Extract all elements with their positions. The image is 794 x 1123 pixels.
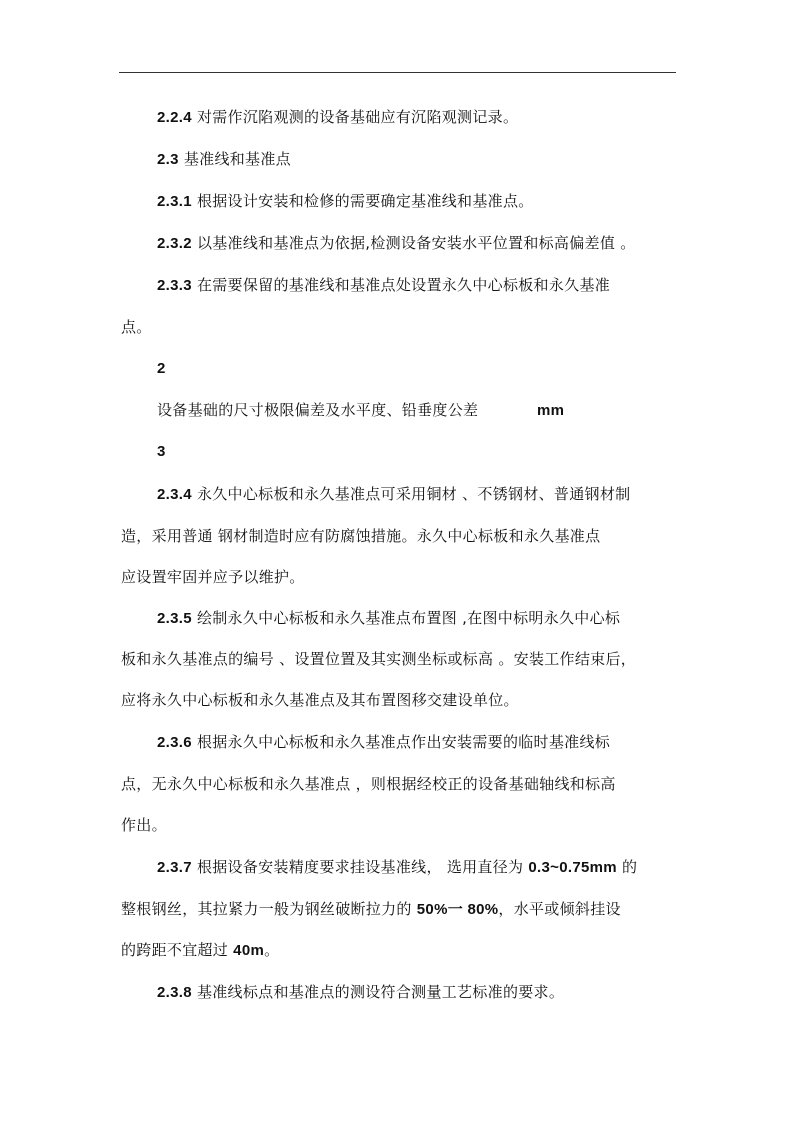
paragraph-2-3-6-continued <box>121 774 616 794</box>
clause-number: 2.3.2 <box>157 235 192 252</box>
clause-text: 的跨距不宜超过 <box>121 941 234 959</box>
clause-text: 以基准线和基准点为依据,检测设备安装水平位置和标高偏差值 。 <box>196 234 636 252</box>
paragraph-2-3-4-continued <box>121 567 305 587</box>
paragraph-2-3-8 <box>157 982 564 1003</box>
clause-text: 。 <box>264 941 280 959</box>
paragraph-2-3-5 <box>157 608 620 629</box>
clause-number: 2.3.1 <box>157 193 192 210</box>
clause-text: 点。 <box>121 318 152 336</box>
paragraph-2-3-5-continued <box>121 690 519 710</box>
clause-text: 在需要保留的基准线和基准点处设置永久中心标板和永久基准 <box>196 276 611 294</box>
paragraph-2-3-1 <box>157 191 534 212</box>
header-rule <box>119 72 676 73</box>
clause-text: 根据设计安装和检修的需要确定基准线和基准点。 <box>196 192 534 210</box>
section-title: 基准线和基准点 <box>183 150 291 168</box>
paragraph-2-3-6-continued <box>121 815 167 835</box>
table-marker-3: 3 <box>157 443 166 460</box>
clause-text: 根据永久中心标板和永久基准点作出安装需要的临时基准线标 <box>196 733 611 751</box>
clause-text: 基准线标点和基准点的测设符合测量工艺标准的要求。 <box>196 983 565 1001</box>
clause-number: 2.3.5 <box>157 610 192 627</box>
paragraph-2-3-7-continued <box>121 940 279 961</box>
clause-text: 造，采用普通 钢材制造时应有防腐蚀措施。永久中心标板和永久基准点 <box>121 527 601 545</box>
clause-text: 应将永久中心标板和永久基准点及其布置图移交建设单位。 <box>121 691 519 709</box>
clause-text: ，水平或倾斜挂设 <box>498 900 621 918</box>
clause-text: 应设置牢固并应予以维护。 <box>121 568 305 586</box>
table-marker-2: 2 <box>157 360 166 377</box>
clause-text: 根据设备安装精度要求挂设基准线， 选用直径为 <box>196 858 529 876</box>
paragraph-2-2-4 <box>157 107 518 128</box>
clause-number: 2.3.8 <box>157 984 192 1001</box>
clause-text: 作出。 <box>121 816 167 834</box>
wire-diameter: 0.3~0.75mm <box>528 859 617 876</box>
table-caption <box>157 400 478 420</box>
clause-text: 的 <box>616 858 638 876</box>
paragraph-2-3-2 <box>157 233 636 254</box>
paragraph-2-3-7-continued <box>121 899 621 920</box>
paragraph-2-3-6 <box>157 732 610 753</box>
clause-text: 板和永久基准点的编号 、设置位置及其实测坐标或标高 。安装工作结束后， <box>121 650 637 668</box>
clause-text: 永久中心标板和永久基准点可采用铜材 、不锈钢材、普通钢材制 <box>196 485 631 503</box>
clause-number: 2.3.4 <box>157 486 192 503</box>
paragraph-2-3-4-continued <box>121 526 600 546</box>
clause-number: 2.2.4 <box>157 109 192 126</box>
clause-number: 2.3.6 <box>157 734 192 751</box>
paragraph-2-3-3 <box>157 275 610 296</box>
clause-text: 点，无永久中心标板和永久基准点 ，则根据经校正的设备基础轴线和标高 <box>121 775 616 793</box>
clause-text: 绘制永久中心标板和永久基准点布置图 ,在图中标明永久中心标 <box>196 609 621 627</box>
clause-number: 2.3.7 <box>157 859 192 876</box>
paragraph-2-3-3-continued <box>121 317 152 337</box>
paragraph-2-3-4 <box>157 484 630 505</box>
caption-text: 设备基础的尺寸极限偏差及水平度、铅垂度公差 <box>157 401 479 419</box>
clause-number: 2.3.3 <box>157 277 192 294</box>
section-heading-2-3 <box>157 149 291 170</box>
clause-text: 对需作沉陷观测的设备基础应有沉陷观测记录。 <box>196 108 519 126</box>
max-span: 40m <box>233 942 265 959</box>
clause-text: 整根钢丝，其拉紧力一般为钢丝破断拉力的 <box>121 900 417 918</box>
paragraph-2-3-5-continued <box>121 649 636 669</box>
paragraph-2-3-7 <box>157 857 637 878</box>
caption-unit: mm <box>537 402 565 419</box>
tension-range: 50%一 80% <box>416 901 499 918</box>
section-number: 2.3 <box>157 151 179 168</box>
